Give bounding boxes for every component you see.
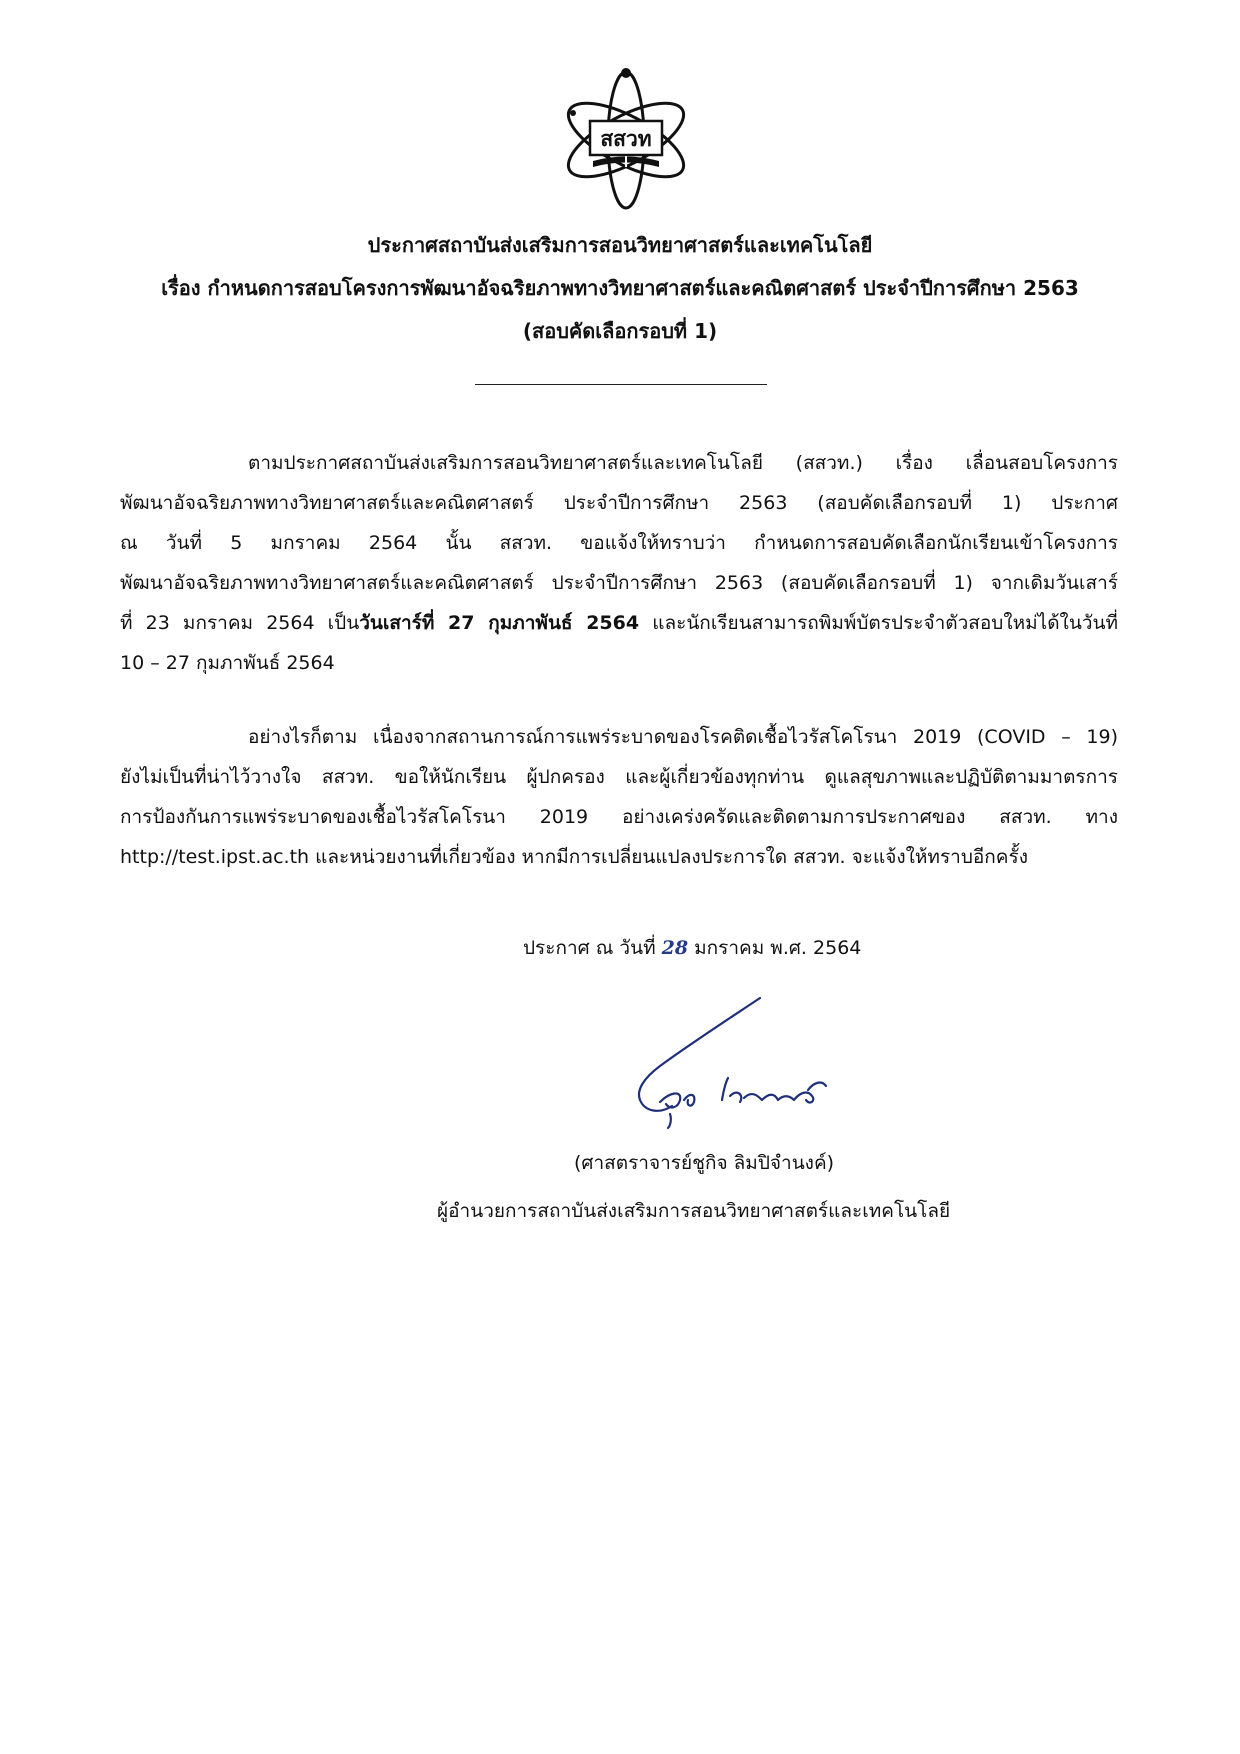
paragraph-line: การป้องกันการแพร่ระบาดของเชื้อไวรัสโคโรนา 2019 อย่างเคร่งครัดและติดตามการประกาศของ สสวท. ทาง [120,806,1118,828]
header-divider [475,384,767,385]
date-suffix: มกราคม พ.ศ. 2564 [688,937,862,959]
paragraph-1 [120,443,1118,683]
date-prefix: ประกาศ ณ วันที่ [523,937,662,959]
signer-position: ผู้อำนวยการสถาบันส่งเสริมการสอนวิทยาศาสตร์และเทคโนโลยี [437,1200,951,1222]
signature [612,996,852,1130]
paragraph-2 [120,717,1118,877]
handwritten-day: 28 [661,937,689,959]
announcement-subject: เรื่อง กำหนดการสอบโครงการพัฒนาอัจฉริยภาพทางวิทยาศาสตร์และคณิตศาสตร์ ประจำปีการศึกษา 2563 [161,276,1079,300]
paragraph-line: ยังไม่เป็นที่น่าไว้วางใจ สสวท. ขอให้นักเรียน ผู้ปกครอง และผู้เกี่ยวข้องทุกท่าน ดูแลสุขภาพและปฏิบัติตามมาตรการ [120,766,1118,788]
text-span: ที่ 23 มกราคม 2564 เป็น [120,612,360,634]
paragraph-line [120,603,1118,643]
text-span: และนักเรียนสามารถพิมพ์บัตรประจำตัวสอบใหม่ได้ในวันที่ [639,612,1118,634]
paragraph-line: 10 – 27 กุมภาพันธ์ 2564 [120,652,335,674]
announcement-date [523,933,861,963]
paragraph-line: ณ วันที่ 5 มกราคม 2564 นั้น สสวท. ขอแจ้งให้ทราบว่า กำหนดการสอบคัดเลือกนักเรียนเข้าโครงการ [120,532,1118,554]
paragraph-line: http://test.ipst.ac.th และหน่วยงานที่เกี่ยวข้อง หากมีการเปลี่ยนแปลงประการใด สสวท. จะแจ้งให้ทราบอีกครั้ง [120,846,1028,868]
announcement-round: (สอบคัดเลือกรอบที่ 1) [522,319,718,343]
announcement-title: ประกาศสถาบันส่งเสริมการสอนวิทยาศาสตร์และเทคโนโลยี [367,233,873,257]
new-exam-date: วันเสาร์ที่ 27 กุมภาพันธ์ 2564 [359,612,640,634]
logo-text: สสวท [600,127,652,151]
paragraph-line: พัฒนาอัจฉริยภาพทางวิทยาศาสตร์และคณิตศาสตร์ ประจำปีการศึกษา 2563 (สอบคัดเลือกรอบที่ 1) จากเดิมวันเสาร์ [120,572,1118,594]
signer-name: (ศาสตราจารย์ชูกิจ ลิมปิจำนงค์) [574,1152,835,1174]
paragraph-line: อย่างไรก็ตาม เนื่องจากสถานการณ์การแพร่ระบาดของโรคติดเชื้อไวรัสโคโรนา 2019 (COVID – 19) [248,726,1118,748]
paragraph-line: ตามประกาศสถาบันส่งเสริมการสอนวิทยาศาสตร์และเทคโนโลยี (สสวท.) เรื่อง เลื่อนสอบโครงการ [248,452,1118,474]
ipst-logo [555,66,697,214]
paragraph-line: พัฒนาอัจฉริยภาพทางวิทยาศาสตร์และคณิตศาสตร์ ประจำปีการศึกษา 2563 (สอบคัดเลือกรอบที่ 1) ประกาศ [120,492,1118,514]
